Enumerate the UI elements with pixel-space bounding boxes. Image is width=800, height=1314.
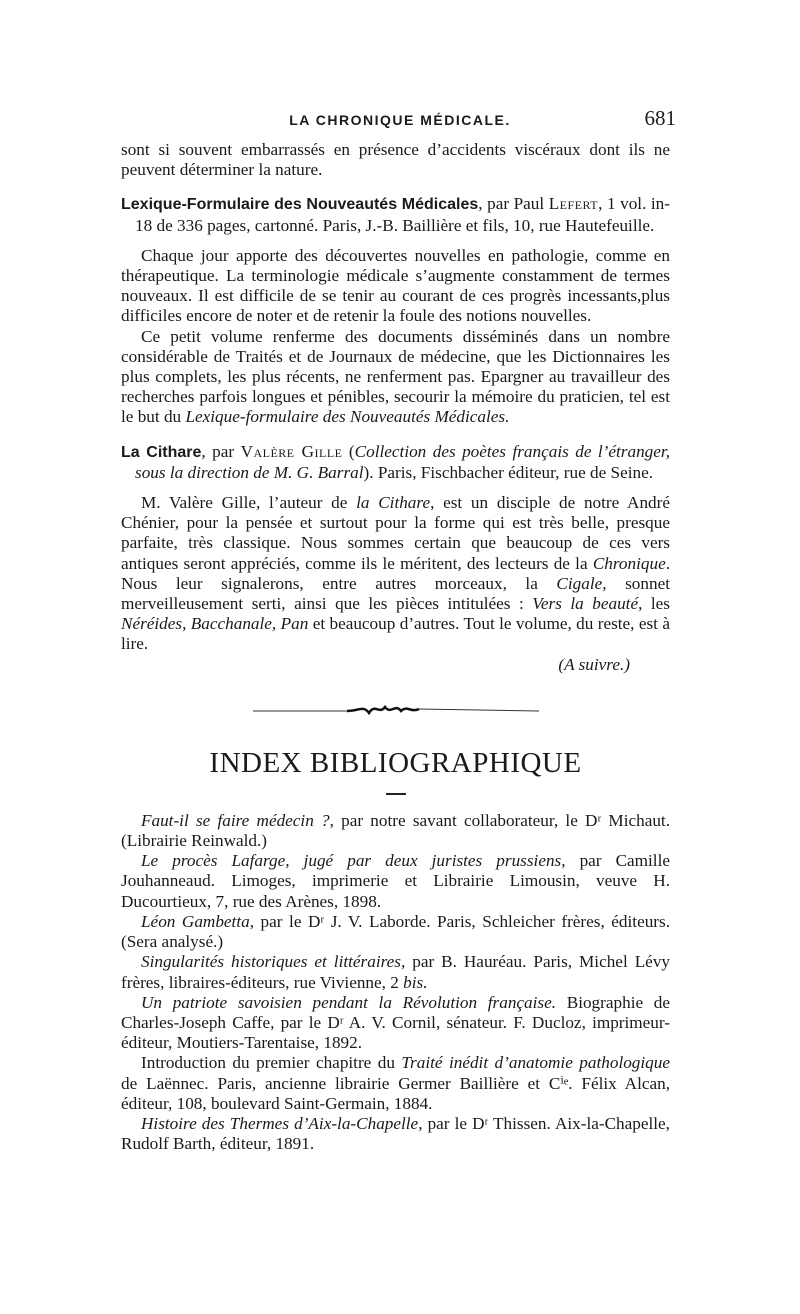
lexique-review-heading: Lexique-Formulaire des Nouveautés Médicales, par Paul Lefert, 1 vol. in-18 de 336 pages, cartonné. Paris, J.-B. Baillière et fils, 10, rue Hautefeuille. [121, 194, 670, 235]
index-title: INDEX BIBLIOGRAPHIQUE [209, 746, 582, 779]
cithare-collection: Collection des poètes français de l’étranger, sous la direction de M. G. Barral [135, 441, 670, 482]
index-entry: Léon Gambetta, par le Dʳ J. V. Laborde. Paris, Schleicher frères, éditeurs. (Sera analysé.) [121, 911, 671, 952]
running-title: LA CHRONIQUE MÉDICALE. [289, 112, 511, 128]
lexique-paragraph-1: Chaque jour apporte des découvertes nouvelles en pathologie, comme en thérapeutique. La terminologie médicale s’augmente constamment de termes nouveaux. Il est difficile de se tenir au courant de ces progrès incessants,plus difficiles encore de noter et de retenir la foule des notions nouvelles. [121, 245, 670, 326]
page-header [120, 106, 680, 132]
lexique-paragraph-2: Ce petit volume renferme des documents disséminés dans un nombre considérable de Traités et de Journaux de médecine, que les Dictionnaires les plus complets, les plus récents, ne renferment pas. Epargner au travailleur des recherches parfois longues et pénibles, secourir la mémoire du praticien, tel est le but du Lexique-formulaire des Nouveautés Médicales. [121, 326, 670, 427]
index-entry: Histoire des Thermes d’Aix-la-Chapelle, par le Dʳ Thissen. Aix-la-Chapelle, Rudolf Barth, éditeur, 1891. [121, 1113, 670, 1154]
lexique-title: Lexique-Formulaire des Nouveautés Médicales [121, 196, 479, 214]
index-entry: Le procès Lafarge, jugé par deux juristes prussiens, par Camille Jouhanneaud. Limoges, imprimerie et Librairie Limousin, veuve H. Ducourtieux, 7, rue des Arènes, 1898. [121, 851, 670, 911]
to-be-continued: (A suivre.) [558, 654, 630, 674]
flourish-divider-icon [251, 699, 541, 719]
lexique-author: Lefert [548, 194, 599, 214]
continuation-paragraph: sont si souvent embarrassés en présence d’accidents viscéraux dont ils ne peuvent déterminer la nature. [121, 140, 670, 180]
index-entry: Un patriote savoisien pendant la Révolution française. Biographie de Charles-Joseph Caffe, par le Dʳ A. V. Cornil, sénateur. F. Ducloz, imprimeur-éditeur, Moutiers-Tarentaise, 1892. [121, 992, 671, 1053]
title-rule [386, 793, 406, 795]
page-number: 681 [644, 106, 676, 130]
cithare-title: La Cithare [121, 443, 202, 461]
index-entry: Introduction du premier chapitre du Traité inédit d’anatomie pathologique de Laënnec. Paris, ancienne librairie Germer Baillière et Cⁱᵉ. Félix Alcan, éditeur, 108, boulevard Saint-Germain, 1884. [121, 1053, 670, 1113]
index-entry: Faut-il se faire médecin ?, par notre savant collaborateur, le Dʳ Michaut. (Librairie Reinwald.) [121, 810, 670, 851]
cithare-review-heading: La Cithare, par Valère Gille (Collection des poètes français de l’étranger, sous la direction de M. G. Barral). Paris, Fischbacher éditeur, rue de Seine. [121, 441, 670, 482]
cithare-paragraph: M. Valère Gille, l’auteur de la Cithare, est un disciple de notre André Chénier, pour la pensée et surtout pour la forme qui est très belle, presque parfaite, très classique. Nous sommes certain que beaucoup de ces vers antiques seront appréciés, comme ils le méritent, des lecteurs de la Chronique. Nous leur signalerons, entre autres morceaux, la Cigale, sonnet merveilleusement serti, ainsi que les pièces intitulées : Vers la beauté, les Néréides, Bacchanale, Pan et beaucoup d’autres. Tout le volume, du reste, est à lire. [121, 493, 671, 654]
index-entry: Singularités historiques et littéraires, par B. Hauréau. Paris, Michel Lévy frères, libraires-éditeurs, rue Vivienne, 2 bis. [121, 952, 671, 992]
cithare-author: Valère Gille [240, 441, 343, 461]
section-ornament [121, 693, 670, 733]
page-body [121, 140, 670, 1154]
